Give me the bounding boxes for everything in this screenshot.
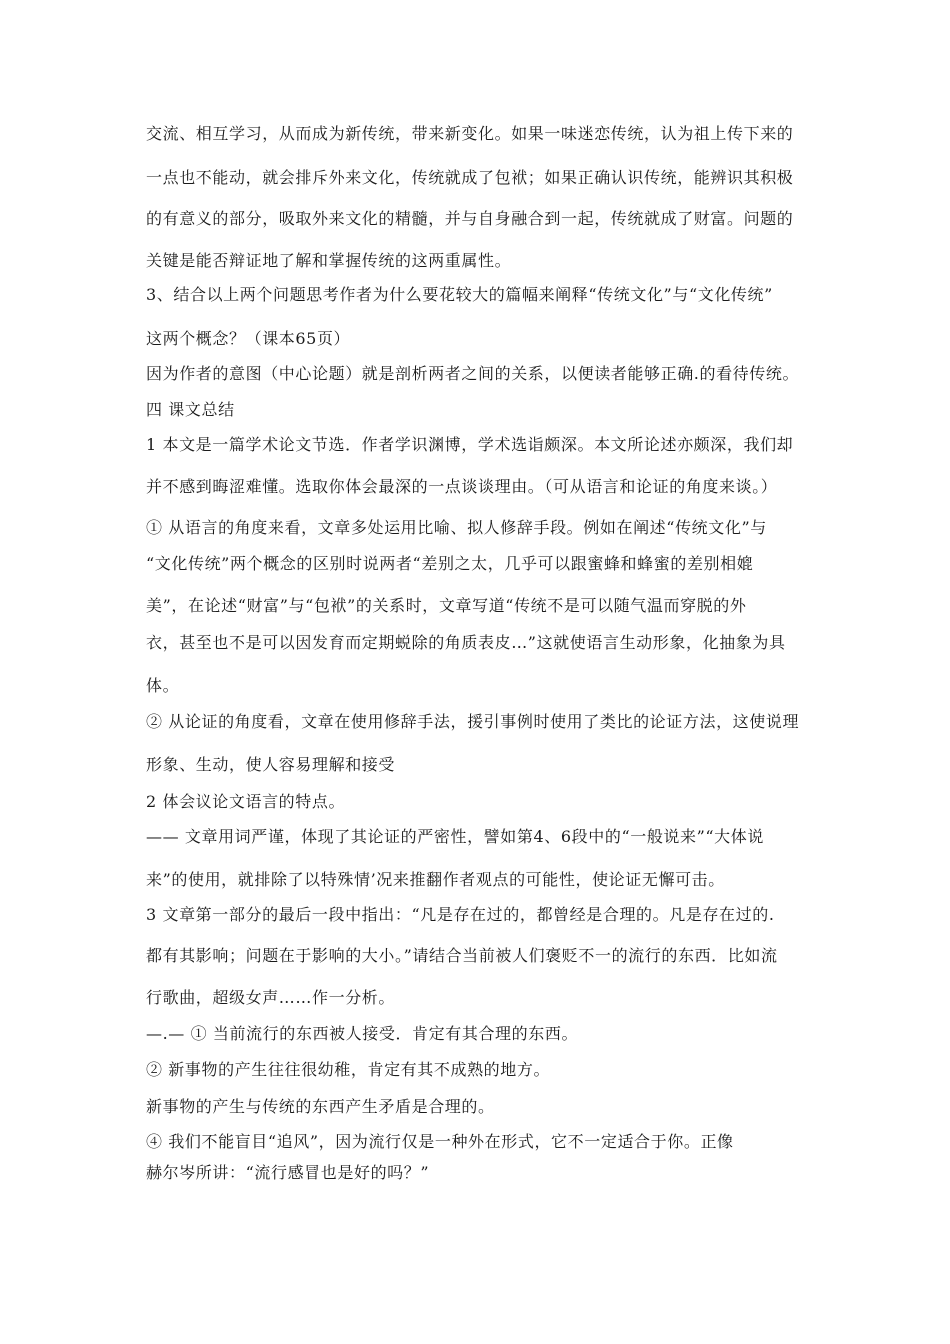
text-line: 都有其影响；问题在于影响的大小。”请结合当前被人们褒贬不一的流行的东西．比如流 <box>146 946 778 965</box>
text-line: 的有意义的部分，吸取外来文化的精髓，并与自身融合到一起，传统就成了财富。问题的 <box>146 209 794 228</box>
text-line: 并不感到晦涩难懂。选取你体会最深的一点谈谈理由。（可从语言和论证的角度来谈。） <box>146 477 778 496</box>
text-line: 形象、生动，使人容易理解和接受 <box>146 755 396 774</box>
text-line: ② 新事物的产生往往很幼稚，肯定有其不成熟的地方。 <box>146 1060 551 1079</box>
text-line: 赫尔岑所讲：“流行感冒也是好的吗？” <box>146 1163 430 1182</box>
text-line: ④ 我们不能盲目“追风”，因为流行仅是一种外在形式，它不一定适合于你。正像 <box>146 1132 734 1151</box>
text-line: 关键是能否辩证地了解和掌握传统的这两重属性。 <box>146 251 512 270</box>
text-line: 2 体会议论文语言的特点。 <box>146 792 346 811</box>
text-line: 体。 <box>146 676 180 695</box>
text-line: 美”，在论述“财富”与“包袱”的关系时，文章写道“传统不是可以随气温而穿脱的外 <box>146 596 747 615</box>
text-line: ① 从语言的角度来看，文章多处运用比喻、拟人修辞手段。例如在阐述“传统文化”与 <box>146 518 767 537</box>
text-line: 3 文章第一部分的最后一段中指出：“凡是存在过的，都曾经是合理的。凡是存在过的. <box>146 905 775 924</box>
text-line: —.— ① 当前流行的东西被人接受．肯定有其合理的东西。 <box>146 1024 579 1043</box>
text-line: 衣，甚至也不是可以因发育而定期蜕除的角质表皮…”这就使语言生动形象，化抽象为具 <box>146 633 786 652</box>
text-line: 1 本文是一篇学术论文节选．作者学识渊博，学术选诣颇深。本文所论述亦颇深，我们却 <box>146 435 794 454</box>
text-line: 行歌曲，超级女声……作一分析。 <box>146 988 396 1007</box>
text-line: ② 从论证的角度看，文章在使用修辞手法，援引事例时使用了类比的论证方法，这使说理 <box>146 712 800 731</box>
text-line: 新事物的产生与传统的东西产生矛盾是合理的。 <box>146 1097 495 1116</box>
text-line: 交流、相互学习，从而成为新传统，带来新变化。如果一味迷恋传统，认为祖上传下来的 <box>146 124 794 143</box>
text-line: 这两个概念？（课本65页） <box>146 329 351 348</box>
text-line: 因为作者的意图（中心论题）就是剖析两者之间的关系，以便读者能够正确.的看待传统。 <box>146 364 800 383</box>
section-heading: 四 课文总结 <box>146 400 235 419</box>
text-line: —— 文章用词严谨，体现了其论证的严密性，譬如第4、6段中的“一般说来”“大体说 <box>146 827 764 846</box>
text-line: “文化传统”两个概念的区别时说两者“差别之太，几乎可以跟蜜蜂和蜂蜜的差别相媲 <box>146 554 754 573</box>
text-line: 3、结合以上两个问题思考作者为什么要花较大的篇幅来阐释“传统文化”与“文化传统” <box>146 285 773 304</box>
text-line: 来”的使用，就排除了以特殊情’况来推翻作者观点的可能性，使论证无懈可击。 <box>146 870 725 889</box>
text-line: 一点也不能动，就会排斥外来文化，传统就成了包袱；如果正确认识传统，能辨识其积极 <box>146 168 794 187</box>
